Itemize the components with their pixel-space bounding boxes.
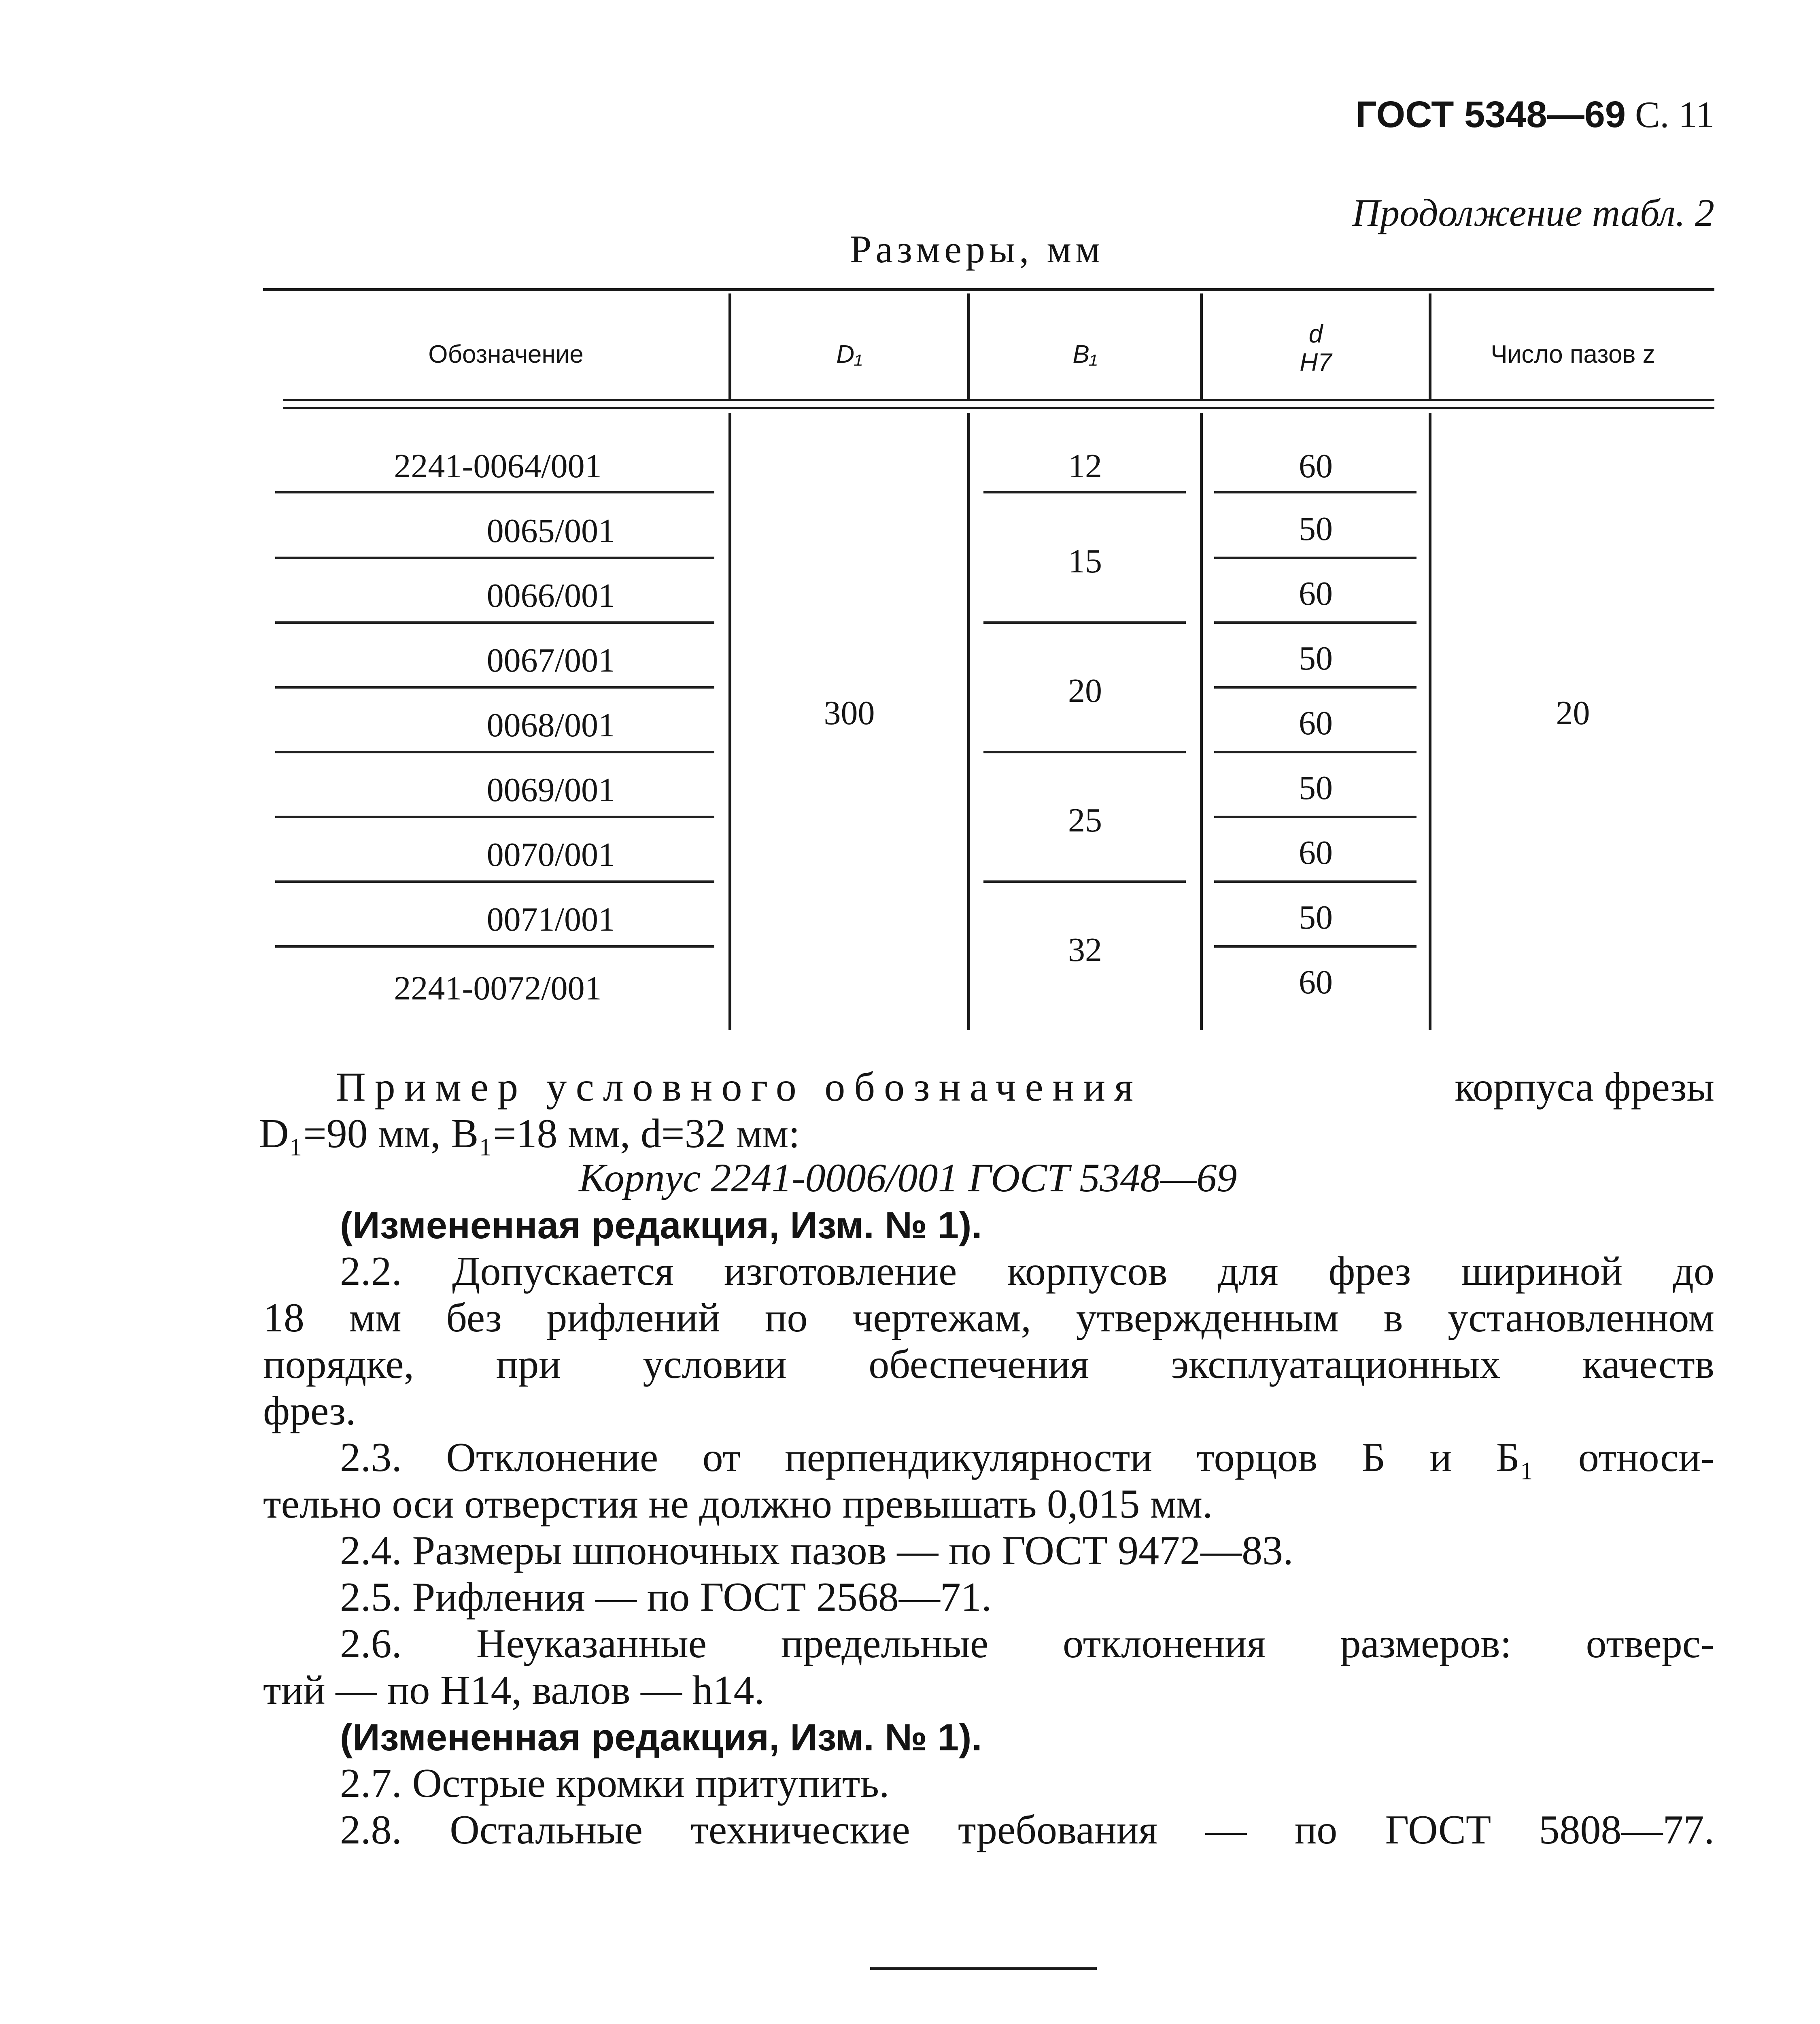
- d-value: 50: [1299, 640, 1333, 677]
- b1-rule: [983, 491, 1186, 493]
- b1-rule: [983, 621, 1186, 624]
- para-2-7: 2.7. Острые кромки притупить.: [340, 1760, 890, 1806]
- row-rule: [275, 621, 714, 624]
- b1-value: 32: [1068, 931, 1102, 969]
- d-value: 50: [1299, 769, 1333, 807]
- revision-note-2: (Измененная редакция, Изм. № 1).: [340, 1716, 982, 1758]
- page-header: [1214, 93, 1714, 136]
- designation-cell: 0065/001: [486, 512, 615, 550]
- header-d: d: [1308, 320, 1323, 348]
- designation-cell: 0067/001: [486, 642, 615, 679]
- row-rule: [275, 751, 714, 753]
- table-top-rule: [263, 288, 1714, 291]
- col-divider-2: [967, 413, 970, 1030]
- table-units-caption: Размеры, мм: [850, 227, 1104, 271]
- d-value: 60: [1299, 447, 1333, 485]
- header-designation: Обозначение: [428, 340, 584, 368]
- col-divider-h4: [1429, 293, 1431, 399]
- d-rule: [1214, 686, 1416, 689]
- d1-value: 300: [824, 694, 875, 732]
- d-rule: [1214, 491, 1416, 493]
- d-rule: [1214, 945, 1416, 948]
- header-rule-1: [283, 399, 1714, 401]
- para-2-2-line-2: 18 мм без рифлений по чертежам, утвержденным в установленном: [263, 1295, 1714, 1341]
- row-rule: [275, 945, 714, 948]
- b1-value: 20: [1068, 672, 1102, 710]
- b1-value: 12: [1068, 447, 1102, 485]
- designation-cell: 0071/001: [486, 901, 615, 938]
- para-2-2-line-3: порядке, при условии обеспечения эксплуатационных качеств: [263, 1342, 1714, 1387]
- example-lead: [336, 1064, 1142, 1110]
- designation-cell: 0068/001: [486, 706, 615, 744]
- col-divider-h1: [728, 293, 731, 399]
- d-value: 60: [1299, 704, 1333, 742]
- example-lead-text: Пример условного обозначения: [336, 1064, 1142, 1110]
- d-value: 60: [1299, 834, 1333, 872]
- b1-value: 25: [1068, 802, 1102, 839]
- para-2-5: 2.5. Рифления — по ГОСТ 2568—71.: [340, 1574, 992, 1620]
- header-h7: H7: [1300, 349, 1332, 376]
- example-params: D₁=90 мм, B₁=18 мм, d=32 мм:: [259, 1111, 800, 1157]
- b1-rule: [983, 751, 1186, 753]
- col-divider-4: [1429, 413, 1431, 1030]
- designation-cell: 0070/001: [486, 836, 615, 874]
- revision-note-1: (Измененная редакция, Изм. № 1).: [340, 1204, 982, 1246]
- row-rule: [275, 816, 714, 818]
- para-2-2-line-1: 2.2. Допускается изготовление корпусов для фрез шириной до: [340, 1248, 1714, 1294]
- table-continuation-note: Продолжение табл. 2: [1352, 191, 1714, 234]
- d-value: 50: [1299, 899, 1333, 936]
- designation-cell: 2241-0072/001: [394, 969, 602, 1007]
- d-value: 60: [1299, 575, 1333, 612]
- para-2-3-line-1: 2.3. Отклонение от перпендикулярности торцов Б и Б₁ относи-: [340, 1435, 1714, 1480]
- end-rule: [870, 1967, 1097, 1970]
- d-rule: [1214, 816, 1416, 818]
- d-value: 50: [1299, 510, 1333, 548]
- example-designation: Корпус 2241-0006/001 ГОСТ 5348—69: [579, 1155, 1237, 1200]
- para-2-2-line-4: фрез.: [263, 1388, 356, 1434]
- row-rule: [275, 491, 714, 493]
- d-value: 60: [1299, 963, 1333, 1001]
- col-divider-h3: [1200, 293, 1203, 399]
- b1-value: 15: [1068, 542, 1102, 580]
- para-2-3-line-2: тельно оси отверстия не должно превышать 0,015 мм.: [263, 1481, 1213, 1527]
- header-slot-count: Число пазов z: [1491, 340, 1655, 368]
- standard-number: ГОСТ 5348—69: [1355, 94, 1626, 135]
- designation-cell: 2241-0064/001: [394, 447, 602, 485]
- col-divider-1: [728, 413, 731, 1030]
- row-rule: [275, 880, 714, 883]
- para-2-6-line-2: тий — по H14, валов — h14.: [263, 1667, 765, 1713]
- header-rule-2: [283, 407, 1714, 409]
- designation-cell: 0069/001: [486, 771, 615, 809]
- example-lead-tail: корпуса фрезы: [1455, 1064, 1714, 1110]
- header-d1: D₁: [836, 340, 862, 368]
- para-2-4: 2.4. Размеры шпоночных пазов — по ГОСТ 9472—83.: [340, 1528, 1293, 1573]
- b1-rule: [983, 880, 1186, 883]
- row-rule: [275, 557, 714, 559]
- slot-count-value: 20: [1556, 694, 1590, 732]
- page-number: С. 11: [1635, 94, 1714, 135]
- para-2-8: 2.8. Остальные технические требования — по ГОСТ 5808—77.: [340, 1807, 1714, 1853]
- designation-cell: 0066/001: [486, 577, 615, 614]
- para-2-6-line-1: 2.6. Неуказанные предельные отклонения размеров: отверс-: [340, 1621, 1714, 1667]
- col-divider-h2: [967, 293, 970, 399]
- col-divider-3: [1200, 413, 1203, 1030]
- d-rule: [1214, 880, 1416, 883]
- d-rule: [1214, 557, 1416, 559]
- header-b1: B₁: [1072, 340, 1098, 368]
- row-rule: [275, 686, 714, 689]
- d-rule: [1214, 621, 1416, 624]
- d-rule: [1214, 751, 1416, 753]
